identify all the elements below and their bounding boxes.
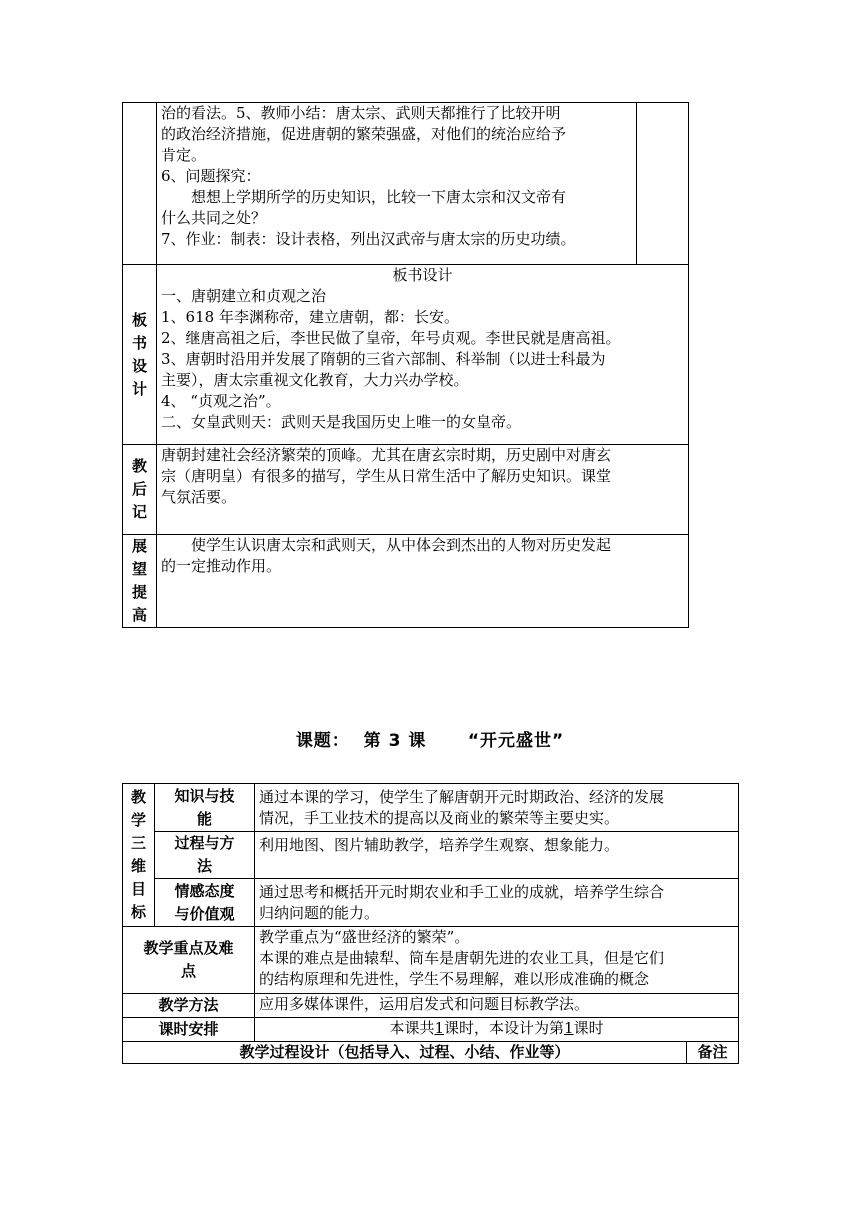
process-continued-row	[123, 103, 689, 265]
text-line: 本课的难点是曲辕犁、筒车是唐朝先进的农业工具，但是它们	[259, 949, 665, 967]
text-line: 肯定。	[161, 146, 207, 164]
label-line: 课时安排	[158, 1020, 219, 1038]
label-char: 望	[131, 560, 147, 578]
label-line: 点	[180, 962, 196, 980]
process-header: 教学过程设计（包括导入、过程、小结、作业等）	[123, 1042, 687, 1064]
schedule-middle: 课时，本设计为第	[444, 1019, 565, 1037]
blackboard-label	[123, 265, 157, 445]
schedule-current: 1	[564, 1019, 574, 1037]
text-line: 一、唐朝建立和贞观之治	[161, 287, 327, 305]
label-char: 维	[130, 857, 146, 875]
empty-label-cell	[123, 103, 157, 265]
text-line: 的一定推动作用。	[161, 557, 282, 575]
text-line: 1、618 年李渊称帝，建立唐朝，都：长安。	[161, 308, 459, 326]
afterword-content	[157, 445, 689, 535]
text-line: 宗（唐明皇）有很多的描写，学生从日常生活中了解历史知识。课堂	[161, 467, 612, 485]
label-char: 提	[131, 583, 147, 601]
schedule-label	[123, 1018, 255, 1042]
lesson-plan-table	[122, 783, 739, 1064]
text-line: 6、问题探究：	[161, 167, 261, 185]
label-char: 记	[131, 503, 147, 521]
label-line: 教学方法	[158, 996, 219, 1014]
outlook-row	[123, 535, 689, 628]
schedule-total: 1	[434, 1019, 444, 1037]
label-char: 目	[130, 880, 146, 898]
goal-process-label	[155, 832, 255, 879]
goal-knowledge-row	[123, 784, 739, 832]
method-label	[123, 994, 255, 1018]
label-line: 知识与技	[174, 786, 235, 805]
text-line: 主要），唐太宗重视文化教育，大力兴办学校。	[161, 371, 469, 389]
label-char: 计	[131, 379, 147, 398]
text-line: 二、女皇武则天：武则天是我国历史上唯一的女皇帝。	[161, 413, 522, 431]
label-char: 教	[131, 457, 147, 475]
text-line: 治的看法。5、教师小结：唐太宗、武则天都推行了比较开明	[161, 104, 561, 122]
goals-label	[123, 784, 155, 927]
schedule-row	[123, 1018, 739, 1042]
label-char: 展	[131, 537, 147, 555]
process-continued-cell	[157, 103, 637, 265]
keypoints-label	[123, 927, 255, 994]
keypoints-row	[123, 927, 739, 994]
label-line: 情感态度	[174, 881, 235, 900]
outlook-label	[123, 535, 157, 628]
label-line: 能	[196, 809, 212, 828]
schedule-prefix: 本课共	[389, 1019, 435, 1037]
text-line: 3、唐朝时沿用并发展了隋朝的三省六部制、科举制（以进士科最为	[161, 350, 606, 368]
text-line: 情况，手工业技术的提高以及商业的繁荣等主要史实。	[259, 809, 620, 827]
label-char: 书	[131, 333, 147, 352]
text-line: 想想上学期所学的历史知识，比较一下唐太宗和汉文帝有	[191, 188, 567, 206]
goal-knowledge-label	[155, 784, 255, 832]
blackboard-content	[157, 265, 689, 445]
afterword-row	[123, 445, 689, 535]
label-line: 过程与方	[174, 834, 235, 852]
blackboard-row	[123, 265, 689, 445]
text-line: 什么共同之处？	[161, 209, 267, 227]
notes-cell	[637, 103, 689, 265]
afterword-label	[123, 445, 157, 535]
label-char: 标	[130, 903, 146, 921]
keypoints-content	[255, 927, 739, 994]
blackboard-title: 板书设计	[392, 266, 453, 284]
text-line: 的结构原理和先进性，学生不易理解，难以形成准确的概念	[259, 970, 650, 988]
outlook-content	[157, 535, 689, 628]
text-line: 气氛活要。	[161, 488, 237, 506]
label-char: 高	[131, 606, 147, 624]
schedule-content	[255, 1018, 739, 1042]
label-char: 三	[130, 834, 146, 852]
text-line: 的政治经济措施，促进唐朝的繁荣强盛，对他们的统治应给予	[161, 125, 567, 143]
label-line: 法	[196, 857, 212, 875]
text-line: 使学生认识唐太宗和武则天，从中体会到杰出的人物对历史发起	[191, 536, 612, 554]
goal-attitude-content	[255, 879, 739, 927]
text-line: 通过思考和概括开元时期农业和手工业的成就，培养学生综合	[259, 883, 665, 901]
goal-process-row	[123, 832, 739, 879]
text-line: 应用多媒体课件，运用启发式和问题目标教学法。	[259, 995, 590, 1013]
text-line: 通过本课的学习，使学生了解唐朝开元时期政治、经济的发展	[259, 788, 665, 806]
goal-process-content	[255, 832, 739, 879]
goal-knowledge-content	[255, 784, 739, 832]
text-line: 归纳问题的能力。	[259, 904, 380, 922]
label-line: 教学重点及难	[143, 939, 234, 957]
label-line: 与价值观	[174, 904, 235, 923]
schedule-suffix: 课时	[573, 1019, 604, 1037]
text-line: 2、继唐高祖之后，李世民做了皇帝，年号贞观。李世民就是唐高祖。	[161, 329, 621, 347]
lesson-table-continued	[122, 102, 689, 628]
label-char: 后	[131, 480, 147, 498]
label-char: 板	[131, 310, 147, 329]
text-line: 4、 “贞观之治”。	[161, 392, 281, 410]
label-char: 设	[131, 356, 147, 375]
text-line: 7、作业：制表：设计表格，列出汉武帝与唐太宗的历史功绩。	[161, 230, 576, 248]
text-line: 教学重点为“盛世经济的繁荣”。	[259, 928, 470, 946]
process-header-row	[123, 1042, 739, 1064]
text-line: 利用地图、图片辅助教学，培养学生观察、想象能力。	[259, 836, 620, 854]
method-row	[123, 994, 739, 1018]
method-content	[255, 994, 739, 1018]
goal-attitude-row	[123, 879, 739, 927]
lesson-title: 课题： 第 3 课 “开元盛世”	[295, 731, 565, 751]
notes-header: 备注	[687, 1042, 739, 1064]
label-char: 教	[130, 788, 146, 806]
text-line: 唐朝封建社会经济繁荣的顶峰。尤其在唐玄宗时期，历史剧中对唐玄	[161, 446, 612, 464]
label-char: 学	[130, 811, 146, 829]
goal-attitude-label	[155, 879, 255, 927]
